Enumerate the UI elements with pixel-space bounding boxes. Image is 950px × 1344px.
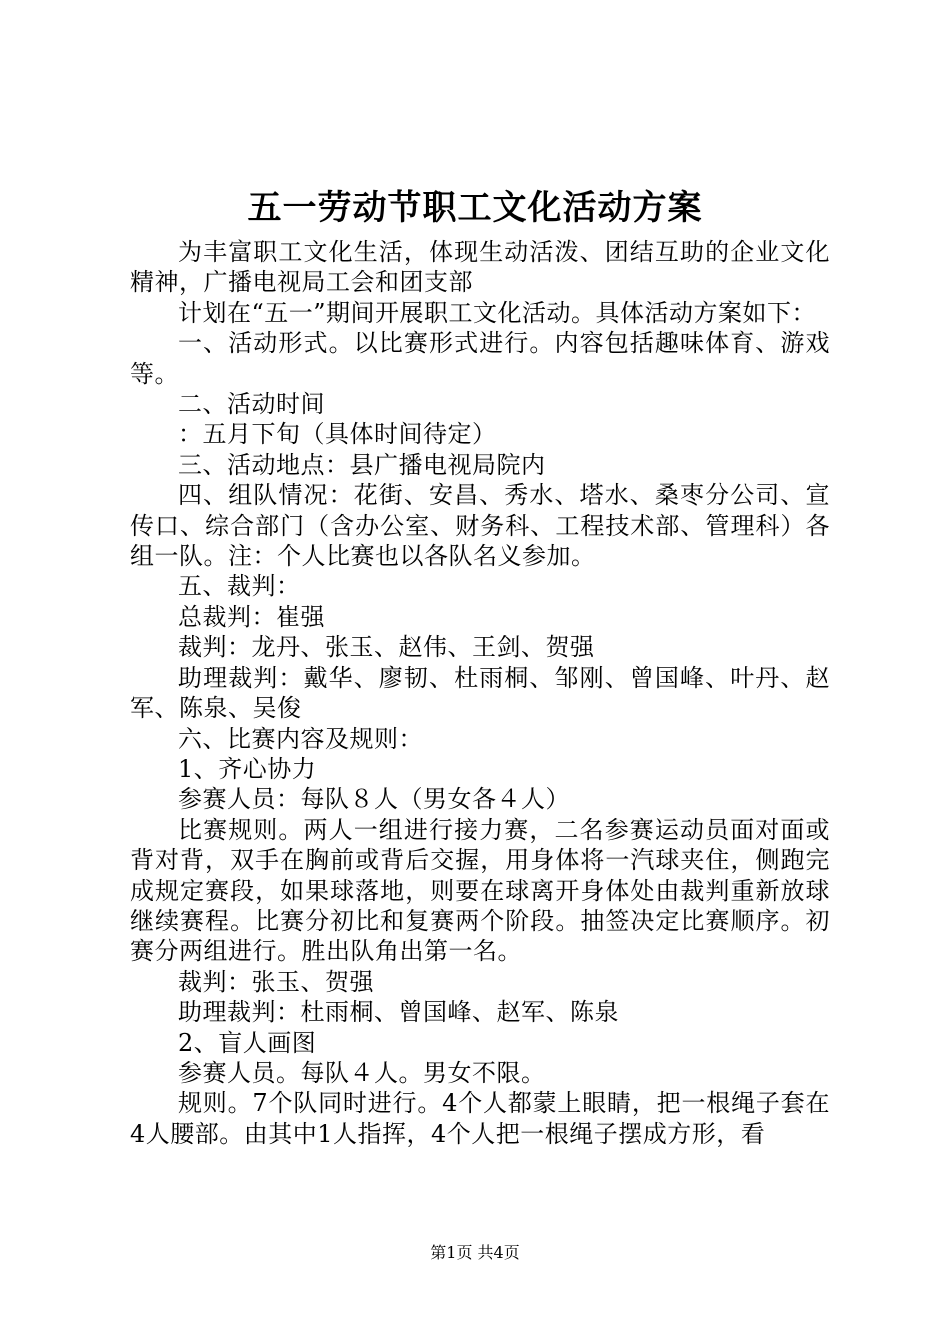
paragraph: 助理裁判：杜雨桐、曾国峰、赵军、陈泉 [178,998,619,1027]
page-footer: 第1页 共4页 [430,1243,520,1262]
paragraph: 裁判：龙丹、张玉、赵伟、王剑、贺强 [178,633,595,662]
paragraph: 参赛人员：每队８人（男女各４人） [178,785,570,814]
paragraph: 总裁判：崔强 [178,602,325,631]
paragraph: ：五月下旬（具体时间待定） [178,420,497,449]
paragraph: 比赛规则。两人一组进行接力赛，二名参赛运动员面对面或背对背，双手在胸前或背后交握，用身体将一汽球夹住，侧跑完成规定赛段，如果球落地，则要在球离开身体处由裁判重新放球继续赛程。比赛分初比和复赛两个阶段。抽签决定比赛顺序。初赛分两组进行。胜出队角出第一名。 [130,815,830,966]
document-title: 五一劳动节职工文化活动方案 [247,188,703,228]
paragraph: 五、裁判： [178,572,301,601]
paragraph: 规则。7个队同时进行。4个人都蒙上眼睛，把一根绳子套在4人腰部。由其中1人指挥，4个人把一根绳子摆成方形，看 [130,1089,830,1148]
paragraph: 1、齐心协力 [178,754,317,783]
paragraph: 裁判：张玉、贺强 [178,967,374,996]
document-body [130,237,830,1149]
paragraph: 助理裁判：戴华、廖韧、杜雨桐、邹刚、曾国峰、叶丹、赵军、陈泉、吴俊 [130,663,830,723]
paragraph: 六、比赛内容及规则： [178,724,423,753]
paragraph: 参赛人员。每队４人。男女不限。 [178,1058,546,1087]
paragraph: 计划在“五一”期间开展职工文化活动。具体活动方案如下： [178,298,817,327]
paragraph: 一、活动形式。以比赛形式进行。内容包括趣味体育、游戏等。 [130,329,830,388]
paragraph: 为丰富职工文化生活，体现生动活泼、团结互助的企业文化精神，广播电视局工会和团支部 [130,238,830,297]
paragraph: 二、活动时间 [178,390,325,419]
paragraph: 四、组队情况：花街、安昌、秀水、塔水、桑枣分公司、宣传口、综合部门（含办公室、财务科、工程技术部、管理科）各组一队。注：个人比赛也以各队名义参加。 [130,481,830,571]
paragraph: 三、活动地点：县广播电视局院内 [178,450,546,479]
paragraph: 2、盲人画图 [178,1028,317,1057]
